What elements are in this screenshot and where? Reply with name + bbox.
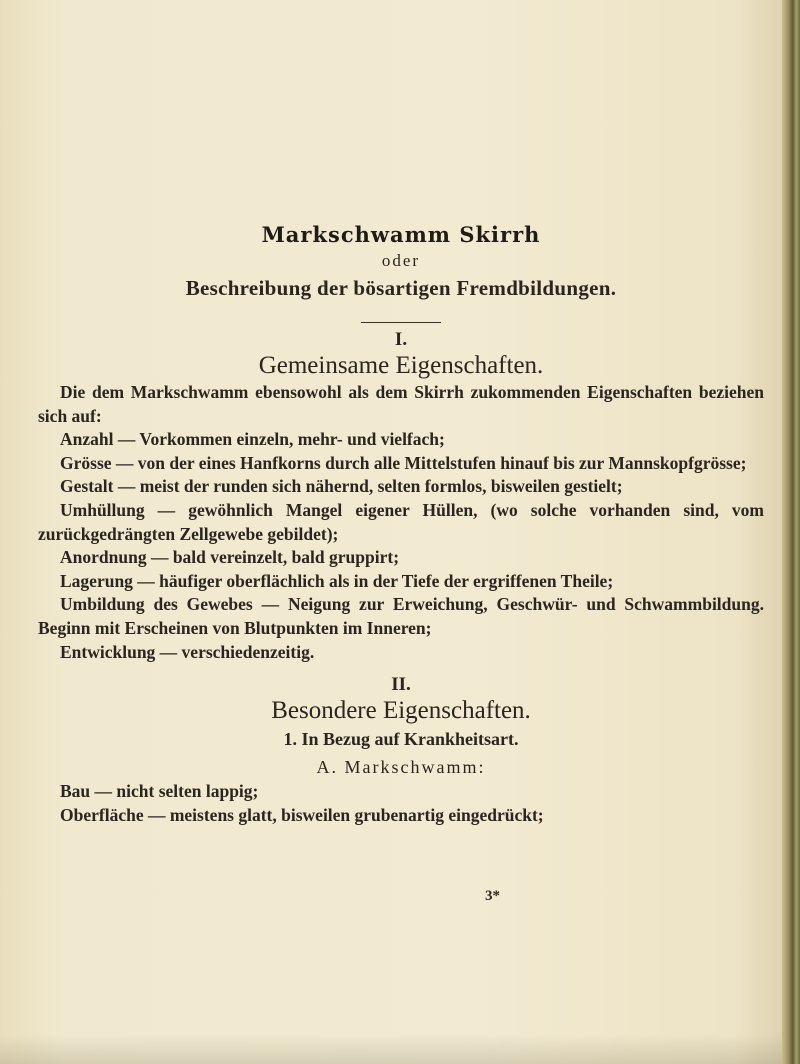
section-2-subheading: 1. In Bezug auf Krankheitsart. — [283, 729, 519, 750]
book-binding-edge — [782, 0, 800, 1064]
divider-rule — [361, 322, 441, 323]
page-subtitle: Beschreibung der bösartigen Fremdbildungen. — [185, 276, 617, 300]
section-1-title: Gemeinsame Eigenschaften. — [258, 352, 544, 379]
section-1-item-umbildung: Umbildung des Gewebes — Neigung zur Erweichung, Geschwür- und Schwammbildung. Beginn mit Erscheinen von Blutpunkten im Inneren; — [38, 594, 764, 638]
section-1-intro: Die dem Markschwamm ebensowohl als dem Skirrh zukommenden Eigenschaften beziehen sich auf: — [38, 382, 764, 426]
blackletter-title: Markschwamm Skirrh — [261, 222, 541, 247]
page-shadow — [0, 1034, 800, 1064]
section-1-item-lagerung: Lagerung — häufiger oberflächlich als in der Tiefe der ergriffenen Theile; — [60, 570, 614, 591]
oder-line: oder — [381, 251, 421, 270]
section-1-item-gestalt: Gestalt — meist der runden sich nähernd, selten formlos, bisweilen gestielt; — [60, 476, 623, 497]
page-signature-mark: 3* — [485, 888, 500, 904]
section-1-item-anordnung: Anordnung — bald vereinzelt, bald gruppirt; — [60, 547, 400, 568]
section-2-title: Besondere Eigenschaften. — [271, 697, 531, 725]
page-content — [38, 222, 764, 827]
section-1-item-entwicklung: Entwicklung — verschiedenzeitig. — [60, 641, 315, 662]
section-2-item-oberflaeche: Oberfläche — meistens glatt, bisweilen grubenartig eingedrückt; — [60, 804, 544, 825]
section-1-item-anzahl: Anzahl — Vorkommen einzeln, mehr- und vielfach; — [60, 429, 445, 450]
section-2-item-bau: Bau — nicht selten lappig; — [60, 781, 259, 802]
section-2-subsubheading: A. Markschwamm: — [316, 757, 486, 778]
section-1-item-umhuellung: Umhüllung — gewöhnlich Mangel eigener Hüllen, (wo solche vorhanden sind, vom zurückgedrängten Zellgewebe gebildet); — [38, 499, 764, 544]
section-1-item-groesse: Grösse — von der eines Hanfkorns durch alle Mittelstufen hinauf bis zur Mannskopfgrösse; — [60, 452, 747, 473]
section-2-number: II. — [391, 674, 411, 696]
section-1-number: I. — [394, 329, 408, 350]
